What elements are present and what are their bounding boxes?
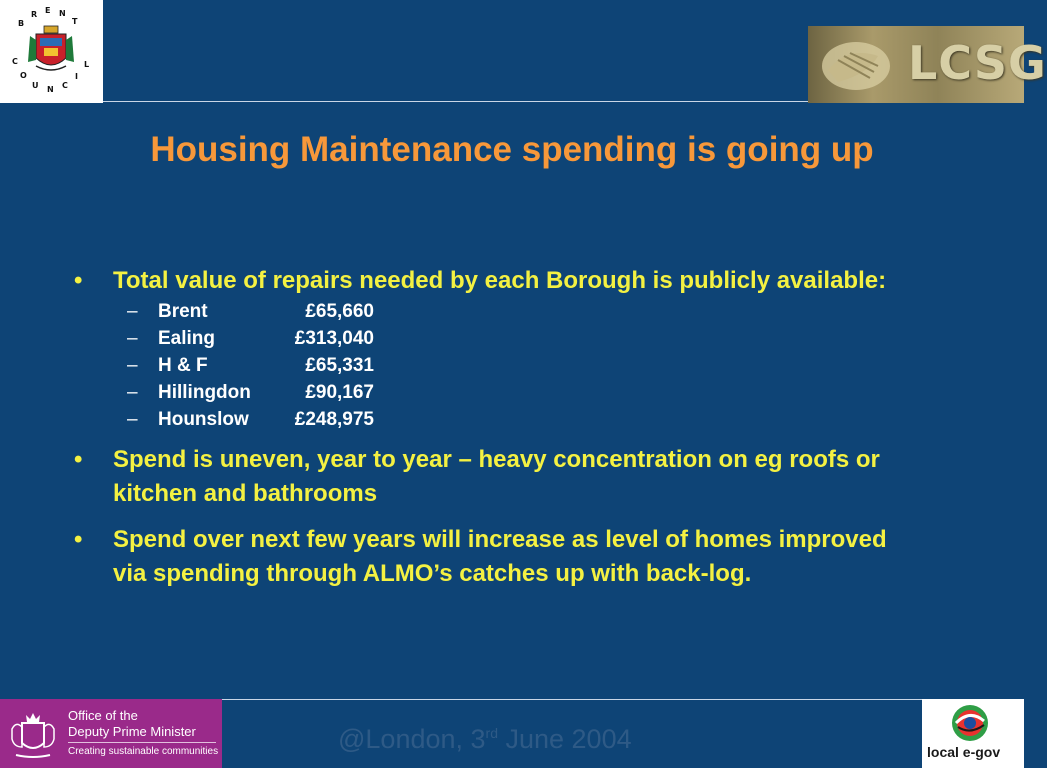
odpm-logo: [0, 699, 222, 768]
bullet-future-spend: [72, 523, 922, 591]
lcsg-logo: [808, 26, 1047, 103]
footer-date: [338, 724, 632, 755]
bullet-text: Spend is uneven, year to year – heavy concentration on eg roofs or kitchen and bathrooms: [113, 446, 880, 507]
svg-text:E: E: [45, 6, 51, 15]
svg-text:U: U: [32, 81, 39, 90]
svg-text:C: C: [12, 57, 18, 66]
svg-text:B: B: [18, 19, 25, 28]
borough-amount: £313,040: [294, 328, 374, 349]
svg-text:O: O: [20, 71, 27, 80]
svg-text:T: T: [72, 17, 78, 26]
bullet-text: Spend over next few years will increase as level of homes improved via spending through ALMO’s catches up with back-log.: [113, 526, 887, 587]
borough-row-hillingdon: [72, 379, 922, 406]
top-divider: [103, 101, 808, 102]
brent-council-logo: [0, 0, 103, 103]
borough-name: Brent: [158, 301, 208, 322]
egov-swirl-icon: [922, 699, 1024, 744]
local-egov-logo: [922, 699, 1024, 768]
svg-text:I: I: [75, 72, 78, 81]
odpm-line-2: Deputy Prime Minister: [68, 724, 196, 739]
odpm-divider: [68, 742, 216, 743]
svg-text:C: C: [62, 81, 68, 90]
bullet-text: Total value of repairs needed by each Borough is publicly available:: [113, 267, 887, 294]
dash-marker: –: [127, 409, 138, 430]
bullet-marker: •: [74, 446, 83, 473]
bottom-divider: [222, 699, 922, 700]
egov-logo-text: local e-gov: [927, 744, 1001, 760]
bullet-marker: •: [74, 267, 83, 294]
svg-text:L: L: [84, 60, 90, 69]
borough-row-ealing: [72, 325, 922, 352]
bullet-marker: •: [74, 526, 83, 553]
borough-name: Ealing: [158, 328, 216, 349]
dash-marker: –: [127, 382, 138, 403]
dash-marker: –: [127, 301, 138, 322]
royal-crest-icon: [6, 707, 60, 761]
borough-amount: £65,660: [305, 301, 374, 322]
borough-name: H & F: [158, 355, 208, 376]
slide-title: Housing Maintenance spending is going up: [150, 130, 874, 169]
borough-amount: £90,167: [305, 382, 374, 403]
footer-suffix: June 2004: [497, 724, 632, 754]
borough-row-brent: [72, 298, 922, 325]
slide-content: [72, 264, 922, 603]
borough-amount: £65,331: [305, 355, 374, 376]
footer-prefix: @London, 3: [338, 724, 486, 754]
dash-marker: –: [127, 355, 138, 376]
handshake-icon: [808, 26, 898, 103]
borough-row-hf: [72, 352, 922, 379]
svg-text:N: N: [47, 85, 54, 94]
bullet-repairs-value: [72, 264, 922, 298]
borough-repair-list: [72, 298, 922, 433]
borough-name: Hounslow: [158, 409, 249, 430]
svg-text:N: N: [59, 9, 66, 18]
bullet-uneven-spend: [72, 443, 922, 511]
lcsg-logo-text: LCSG: [908, 36, 1047, 90]
borough-row-hounslow: [72, 406, 922, 433]
footer-ordinal: rd: [485, 725, 498, 741]
borough-name: Hillingdon: [158, 382, 251, 403]
brent-council-crest-icon: [0, 0, 103, 103]
svg-text:R: R: [31, 10, 38, 19]
odpm-tagline: Creating sustainable communities: [68, 746, 219, 757]
borough-amount: £248,975: [294, 409, 374, 430]
dash-marker: –: [127, 328, 138, 349]
odpm-line-1: Office of the: [68, 708, 138, 723]
